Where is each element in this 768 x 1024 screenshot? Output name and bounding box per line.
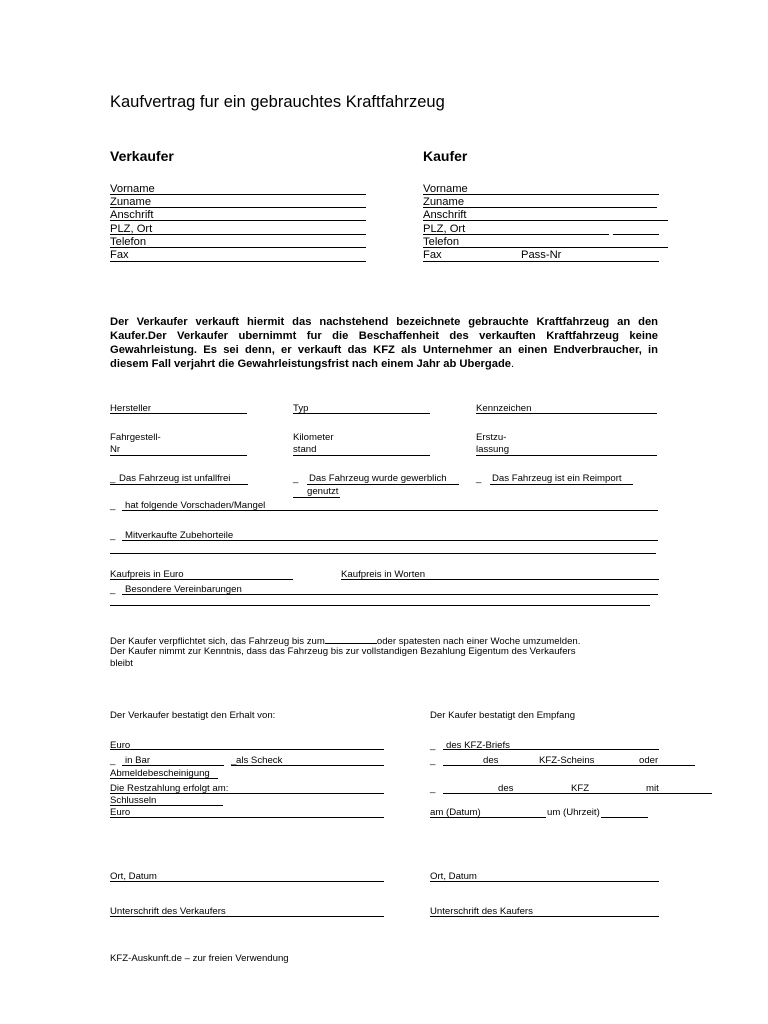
buyer-vorname-line[interactable]: [423, 194, 659, 195]
footer-text: KFZ-Auskunft.de – zur freien Verwendung: [110, 953, 289, 964]
fahrgestell-label-1: Fahrgestell-: [110, 432, 161, 443]
zubehor-label: Mitverkaufte Zubehorteile: [125, 530, 234, 541]
kfz-checkbox[interactable]: _: [430, 783, 436, 794]
seller-fax-label: Fax: [110, 249, 129, 261]
typ-label: Typ: [293, 403, 309, 414]
besondere-line[interactable]: [122, 594, 658, 595]
unterschrift-kaufer-line[interactable]: [430, 916, 659, 917]
fahrgestell-label-2: Nr: [110, 444, 121, 455]
erstzulassung-label-1: Erstzu-: [476, 432, 507, 443]
seller-telefon-label: Telefon: [110, 236, 147, 248]
vorschaden-label: hat folgende Vorschaden/Mangel: [125, 500, 266, 511]
document-title: Kaufvertrag fur ein gebrauchtes Kraftfahrzeug: [110, 93, 445, 111]
scheins-label: KFZ-Scheins: [539, 755, 595, 766]
als-scheck-label: als Scheck: [236, 755, 283, 766]
seller-plz-label: PLZ, Ort: [110, 223, 153, 235]
kfz-line: [443, 793, 712, 794]
schlusseln-line[interactable]: [110, 805, 223, 806]
seller-heading: Verkaufer: [110, 148, 174, 164]
zubehor-checkbox[interactable]: _: [110, 530, 116, 541]
briefs-line: [443, 749, 659, 750]
restzahlung-line[interactable]: [110, 793, 384, 794]
in-bar-line: [122, 765, 224, 766]
seller-euro-line[interactable]: [110, 749, 384, 750]
datum-line[interactable]: [430, 817, 648, 818]
gewerblich-label-2: genutzt: [307, 486, 339, 497]
unterschrift-verkaufer-line[interactable]: [110, 916, 384, 917]
buyer-anschrift-label: Anschrift: [423, 209, 467, 221]
als-scheck-checkbox[interactable]: _: [231, 755, 237, 766]
seller-anschrift-label: Anschrift: [110, 209, 154, 221]
briefs-label: des KFZ-Briefs: [446, 740, 510, 751]
ort-datum-buyer-label: Ort, Datum: [430, 871, 477, 882]
seller-euro2-label: Euro: [110, 807, 131, 818]
als-scheck-line: [231, 765, 384, 766]
kfz-mit-label: mit: [646, 783, 659, 794]
vorschaden-line[interactable]: [122, 510, 658, 511]
seller-confirm-heading: Der Verkaufer bestatigt den Erhalt von:: [110, 710, 276, 721]
seller-euro2-line[interactable]: [110, 817, 384, 818]
seller-vorname-label: Vorname: [110, 183, 155, 195]
obligation-text-b: oder spatesten nach einer Woche umzumelden.: [376, 636, 581, 647]
zubehor-line-2[interactable]: [110, 553, 656, 554]
schlusseln-label: Schlusseln: [110, 795, 157, 806]
briefs-checkbox[interactable]: _: [430, 740, 436, 751]
gewerblich-line-1: [307, 484, 459, 485]
buyer-anschrift-line[interactable]: [423, 220, 668, 221]
seller-zuname-line[interactable]: [110, 207, 366, 208]
typ-line[interactable]: [293, 413, 430, 414]
gewerblich-line-2: [293, 497, 340, 498]
kilometer-line[interactable]: [293, 455, 430, 456]
obligation-line-2: Der Kaufer nimmt zur Kenntnis, dass das Fahrzeug bis zur vollstandigen Bezahlung Eigentum des Verkaufers: [110, 646, 576, 657]
buyer-fax-line[interactable]: [423, 261, 659, 262]
buyer-vorname-label: Vorname: [423, 183, 468, 195]
unfallfrei-label: Das Fahrzeug ist unfallfrei: [119, 473, 231, 484]
buyer-plz-label: PLZ, Ort: [423, 223, 466, 235]
kilometer-label-2: stand: [293, 444, 317, 455]
hersteller-label: Hersteller: [110, 403, 152, 414]
gewerblich-checkbox[interactable]: _: [293, 473, 299, 484]
ort-datum-seller-label: Ort, Datum: [110, 871, 157, 882]
buyer-plz-line-2[interactable]: [613, 234, 659, 235]
fahrgestell-line[interactable]: [110, 455, 247, 456]
scheins-oder-label: oder: [639, 755, 659, 766]
buyer-zuname-line[interactable]: [423, 207, 657, 208]
unfallfrei-line: [110, 484, 248, 485]
zubehor-line[interactable]: [122, 540, 658, 541]
in-bar-checkbox[interactable]: _: [110, 755, 116, 766]
seller-plz-line[interactable]: [110, 234, 366, 235]
obligation-line-3: bleibt: [110, 658, 133, 669]
buyer-confirm-heading: Der Kaufer bestatigt den Empfang: [430, 710, 576, 721]
buyer-telefon-label: Telefon: [423, 236, 460, 248]
seller-fax-line[interactable]: [110, 261, 366, 262]
kaufpreis-worten-line[interactable]: [341, 579, 659, 580]
gewerblich-label-1: Das Fahrzeug wurde gewerblich: [309, 473, 447, 484]
besondere-line-2[interactable]: [110, 605, 650, 606]
seller-telefon-line[interactable]: [110, 247, 366, 248]
kaufpreis-euro-label: Kaufpreis in Euro: [110, 569, 184, 580]
unfallfrei-checkbox[interactable]: _: [110, 473, 116, 484]
ort-datum-buyer-line[interactable]: [430, 881, 659, 882]
unterschrift-kaufer-label: Unterschrift des Kaufers: [430, 906, 533, 917]
abmelde-label: Abmeldebescheinigung: [110, 768, 210, 779]
restzahlung-label: Die Restzahlung erfolgt am:: [110, 783, 229, 794]
scheins-des-label: des: [483, 755, 499, 766]
obligation-text-a: Der Kaufer verpflichtet sich, das Fahrzeug bis zum: [110, 636, 325, 647]
buyer-telefon-line[interactable]: [423, 247, 668, 248]
erstzulassung-line[interactable]: [476, 455, 657, 456]
seller-euro-label: Euro: [110, 740, 131, 751]
reimport-line: [490, 484, 633, 485]
uhrzeit-label: um (Uhrzeit): [547, 807, 600, 818]
reimport-label: Das Fahrzeug ist ein Reimport: [492, 473, 622, 484]
intro-text: Der Verkaufer verkauft hiermit das nachstehend bezeichnete gebrauchte Kraftfahrzeug an den Kaufer.Der Verkaufer ubernimmt fur die Beschaffenheit des verkauften Kraftfahrzeug keine Gewahrleistung. Es sei denn, er verkauft das KFZ als Unternehmer an einen Endverbraucher, in diesem Fall verjahrt die Gewahrleistungsfrist nach einem Jahr ab Ubergade: [110, 316, 658, 370]
seller-zuname-label: Zuname: [110, 196, 152, 208]
besondere-label: Besondere Vereinbarungen: [125, 584, 242, 595]
buyer-fax-label: Fax: [423, 249, 442, 261]
ort-datum-seller-line[interactable]: [110, 881, 384, 882]
abmelde-line: [110, 778, 218, 779]
kfz-des-label: des: [498, 783, 514, 794]
besondere-checkbox[interactable]: _: [110, 584, 116, 595]
seller-vorname-line[interactable]: [110, 194, 366, 195]
intro-period: .: [511, 358, 515, 370]
buyer-zuname-label: Zuname: [423, 196, 465, 208]
buyer-pass-label: Pass-Nr: [521, 249, 562, 261]
kfz-label: KFZ: [571, 783, 590, 794]
umzumelden-date-field[interactable]: [325, 634, 377, 644]
datum-label: am (Datum): [430, 807, 481, 818]
kilometer-label-1: Kilometer: [293, 432, 334, 443]
reimport-checkbox[interactable]: _: [476, 473, 482, 484]
kennzeichen-label: Kennzeichen: [476, 403, 532, 414]
intro-paragraph: [110, 315, 658, 371]
scheins-checkbox[interactable]: _: [430, 755, 436, 766]
kaufpreis-worten-label: Kaufpreis in Worten: [341, 569, 426, 580]
hersteller-line[interactable]: [110, 413, 247, 414]
kaufpreis-euro-line[interactable]: [110, 579, 293, 580]
erstzulassung-label-2: lassung: [476, 444, 510, 455]
scheins-line: [443, 765, 695, 766]
unterschrift-verkaufer-label: Unterschrift des Verkaufers: [110, 906, 226, 917]
kennzeichen-line[interactable]: [476, 413, 657, 414]
vorschaden-checkbox[interactable]: _: [110, 500, 116, 511]
buyer-heading: Kaufer: [423, 148, 468, 164]
in-bar-label: in Bar: [125, 755, 151, 766]
seller-anschrift-line[interactable]: [110, 220, 366, 221]
buyer-plz-line[interactable]: [423, 234, 609, 235]
